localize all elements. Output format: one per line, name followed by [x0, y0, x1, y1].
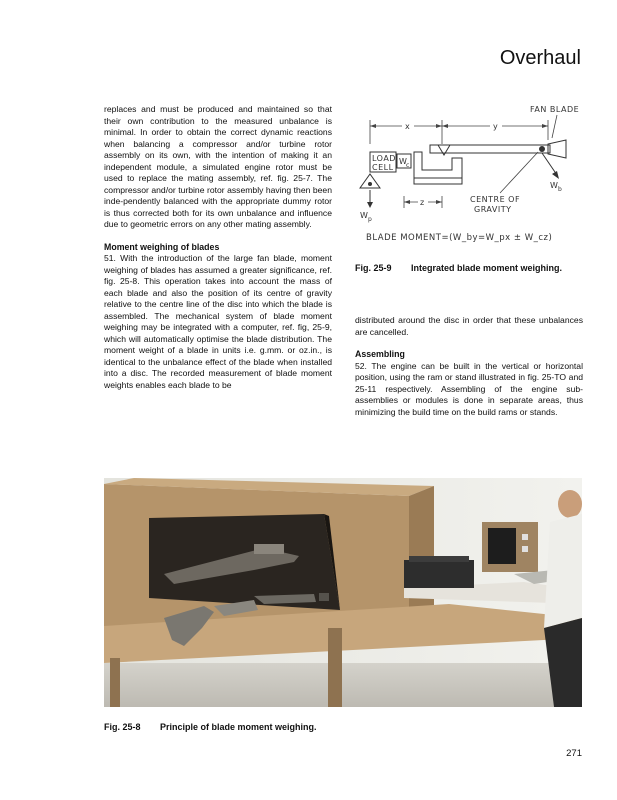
- chapter-title: Overhaul: [499, 47, 581, 69]
- page-number: 271: [566, 748, 582, 759]
- label-wc: W: [399, 157, 408, 166]
- label-y: y: [493, 122, 499, 131]
- label-gravity: GRAVITY: [474, 205, 512, 214]
- figure-number: Fig. 25-8: [104, 722, 141, 732]
- section-heading-assembling: Assembling: [355, 349, 405, 359]
- figure-caption-25-9: [355, 262, 585, 274]
- fan-blade-pointer: [552, 115, 557, 138]
- label-wc-sub: c: [406, 162, 410, 169]
- label-centre-of: CENTRE OF: [470, 195, 521, 204]
- figure-number: Fig. 25-9: [355, 263, 392, 273]
- paragraph-assembling: 52. The engine can be built in the vertical or horizontal position, using the ram or stand illustrated in fig. 25-TO and 25-11 respectively. Assembling of the engine sub-assemblies or modules is done in separate areas, thus minimizing the build time on the build rams or stands.: [355, 360, 583, 417]
- fan-blade-shape: [548, 140, 566, 158]
- label-wp: W: [360, 211, 369, 220]
- label-load: LOAD: [372, 154, 396, 163]
- label-x: x: [405, 122, 411, 131]
- label-fan-blade: FAN BLADE: [530, 105, 580, 114]
- figure-caption-text: Principle of blade moment weighing.: [160, 722, 317, 732]
- figure-caption-text: Integrated blade moment weighing.: [411, 263, 563, 273]
- printer: [404, 560, 474, 588]
- label-wb-sub: b: [558, 186, 563, 193]
- cog-point: [539, 146, 545, 152]
- paragraph-distributed: distributed around the disc in order that these unbalances are cancelled.: [355, 315, 583, 337]
- paragraph-moment-weighing: 51. With the introduction of the large fan blade, moment weighing of blades has assumed a greater significance, ref. fig. 25-8. This operation takes into account the mass of each blade and also the position of its centre of gravity relative to the centre line of the disc into which the blade is assembled. The mechanical system of blade moment weighing may be integrated with a computer, ref. fig, 25-9, which will automatically optimise the blade distribution. The moment weight of a blade in units i.e. g.mm. or oz.in., is identical to the unbalance effect of the blade when installed into a disc. The recorded measurement of blade moment weights enables each blade to be: [104, 253, 332, 390]
- cog-pointer: [500, 152, 538, 193]
- paragraph-unbalance: replaces and must be produced and maintained so that their own contribution to the measured unbalance is minimal. In order to obtain the correct dynamic reactions when balancing a compressor and/or turbine rotor assembly on its own, with the intention of making it an independent module, a simulated engine rotor must be used to replace the mating assembly, ref. fig. 25-7. The compressor and/or turbine rotor assembly having then been inde-pendently balanced with the appropriate dummy rotor is thus corrected both for its own unbalance and influence due to geometric errors on any other mating assembly.: [104, 104, 332, 229]
- right-column: [355, 315, 583, 418]
- wb-arrow: [542, 153, 557, 175]
- blade-weighing-photo: [104, 478, 582, 707]
- label-z: z: [420, 198, 425, 207]
- pivot-frame: [414, 152, 462, 178]
- figure-caption-25-8: [104, 721, 317, 733]
- section-heading-moment-weighing: Moment weighing of blades: [104, 241, 220, 252]
- label-cell: CELL: [372, 163, 394, 172]
- operator: [558, 490, 582, 518]
- label-wp-sub: p: [368, 216, 373, 223]
- label-wb: W: [550, 181, 559, 190]
- blade-moment-formula: BLADE MOMENT=(W_by=W_px ± W_cz): [366, 233, 553, 243]
- blade-moment-diagram: [352, 100, 587, 250]
- left-column: [104, 104, 332, 391]
